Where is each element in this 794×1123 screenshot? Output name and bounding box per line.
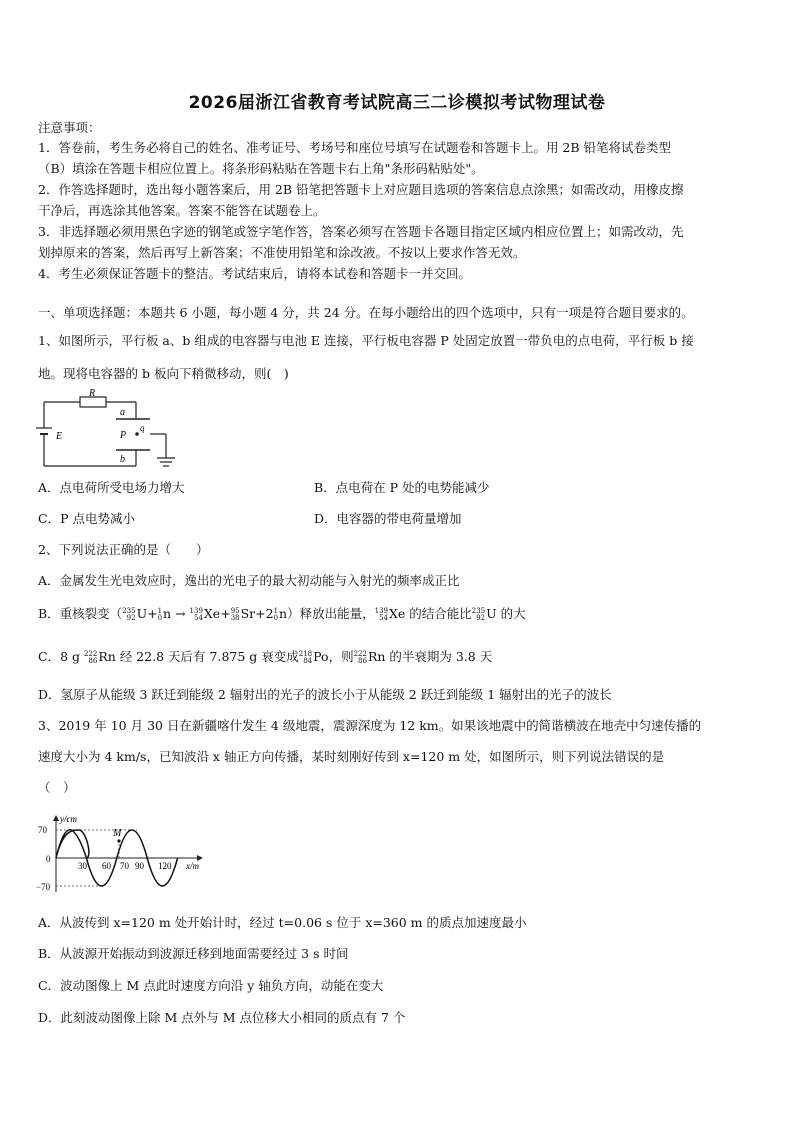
label-R: R	[89, 388, 96, 399]
circuit-diagram	[36, 388, 186, 476]
wave-graph	[34, 812, 214, 896]
q3-option-c: C．波动图像上 M 点此时速度方向沿 y 轴负方向，动能在变大	[38, 978, 384, 993]
notice-line-4: 干净后，再选涂其他答案。答案不能答在试题卷上。	[38, 203, 326, 218]
q2-option-b: B．重核裂变（ 235 92 U+ 1 0 n → 139 54 Xe+ 95 38 Sr+2 1 0 n）释放出能量， 139 54 Xe 的结合能比 235 92 U 的大	[38, 606, 526, 622]
notice-line-7: 4．考生必须保证答题卡的整洁。考试结束后，请将本试卷和答题卡一并交回。	[38, 266, 471, 281]
xtick-120: 120	[158, 861, 172, 871]
section-heading: 一、单项选择题：本题共 6 小题，每小题 4 分，共 24 分。在每小题给出的四个选项中，只有一项是符合题目要求的。	[38, 305, 694, 320]
nuclide-u235: 235 92	[122, 606, 136, 622]
q3-option-d: D．此刻波动图像上除 M 点外与 M 点位移大小相同的质点有 7 个	[38, 1010, 406, 1025]
q3-stem-line3: （ ）	[38, 780, 76, 795]
q1-stem-line2: 地。现将电容器的 b 板向下稍微移动，则( )	[38, 366, 289, 381]
xtick-70: 70	[120, 861, 129, 871]
q3-option-a: A．从波传到 x=120 m 处开始计时，经过 t=0.06 s 位于 x=360 m 的质点加速度最小	[38, 915, 527, 930]
xtick-90: 90	[135, 861, 144, 871]
ytick-0: 0	[46, 854, 51, 864]
q2-option-d: D．氢原子从能级 3 跃迁到能级 2 辐射出的光子的波长小于从能级 2 跃迁到能级 1 辐射出的光子的波长	[38, 687, 612, 702]
xtick-60: 60	[102, 861, 111, 871]
nuclide-sr95: 95 38	[230, 606, 240, 622]
q3-stem-line1: 3、2019 年 10 月 30 日在新疆喀什发生 4 级地震，震源深度为 12 km。如果该地震中的简谐横波在地壳中匀速传播的	[38, 718, 702, 733]
q1-option-b: B．点电荷在 P 处的电势能减少	[314, 480, 490, 495]
nuclide-rn222: 222 86	[83, 649, 98, 665]
notice-heading: 注意事项：	[38, 120, 101, 135]
label-P: P	[120, 430, 127, 441]
q2-option-a: A．金属发生光电效应时，逸出的光电子的最大初动能与入射光的频率成正比	[38, 573, 460, 588]
q1-stem-line1: 1、如图所示，平行板 a、b 组成的电容器与电池 E 连接，平行板电容器 P 处固定放置一带负电的点电荷，平行板 b 接	[38, 333, 694, 348]
ytick-70: 70	[38, 825, 47, 835]
nuclide-rn222-b: 222 86	[353, 649, 367, 665]
notice-line-2: （B）填涂在答题卡相应位置上。将条形码粘贴在答题卡右上角"条形码粘贴处"。	[38, 161, 484, 176]
q1-option-d: D．电容器的带电荷量增加	[314, 511, 462, 526]
exam-title: 2026届浙江省教育考试院高三二诊模拟考试物理试卷	[188, 93, 606, 113]
graph-ylabel: y/cm	[60, 814, 77, 824]
ytick-neg70: −70	[36, 882, 51, 892]
label-E: E	[56, 431, 63, 442]
point-charge	[135, 432, 139, 436]
nuclide-n2: 1 0	[273, 606, 279, 622]
q2-option-c: C．8 g 222 86 Rn 经 22.8 天后有 7.875 g 衰变成 218 84 Po，则 222 86 Rn 的半衰期为 3.8 天	[38, 649, 493, 665]
nuclide-xe139-b: 139 54	[374, 606, 388, 622]
nuclide-n: 1 0	[157, 606, 163, 622]
point-m	[117, 839, 120, 842]
label-a: a	[120, 407, 125, 418]
q3-stem-line2: 速度大小为 4 km/s，已知波沿 x 轴正方向传播，某时刻刚好传到 x=120 m 处，如图所示，则下列说法错误的是	[38, 749, 665, 764]
label-m: M	[113, 828, 122, 839]
notice-line-1: 1．答卷前，考生务必将自己的姓名、准考证号、考场号和座位号填写在试题卷和答题卡上。用 2B 铅笔将试卷类型	[38, 140, 672, 155]
nuclide-po218: 218 84	[298, 649, 313, 665]
graph-xlabel: x/m	[186, 861, 199, 871]
notice-line-5: 3．非选择题必须用黑色字迹的钢笔或签字笔作答，答案必须写在答题卡各题目指定区域内相应位置上；如需改动，先	[38, 224, 684, 239]
notice-line-3: 2．作答选择题时，选出每小题答案后，用 2B 铅笔把答题卡上对应题目选项的答案信息点涂黑；如需改动，用橡皮擦	[38, 182, 684, 197]
nuclide-u235-b: 235 92	[471, 606, 486, 622]
q1-option-a: A．点电荷所受电场力增大	[38, 480, 185, 495]
q1-option-c: C．P 点电势减小	[38, 511, 135, 526]
nuclide-xe139: 139 54	[189, 606, 203, 622]
q3-option-b: B．从波源开始振动到波源迁移到地面需要经过 3 s 时间	[38, 946, 349, 961]
label-b: b	[120, 454, 125, 465]
label-q: q	[140, 423, 145, 433]
notice-line-6: 划掉原来的答案，然后再写上新答案；不准使用铅笔和涂改液。不按以上要求作答无效。	[38, 245, 526, 260]
xtick-30: 30	[78, 861, 87, 871]
q2-stem: 2、下列说法正确的是（ ）	[38, 542, 209, 557]
